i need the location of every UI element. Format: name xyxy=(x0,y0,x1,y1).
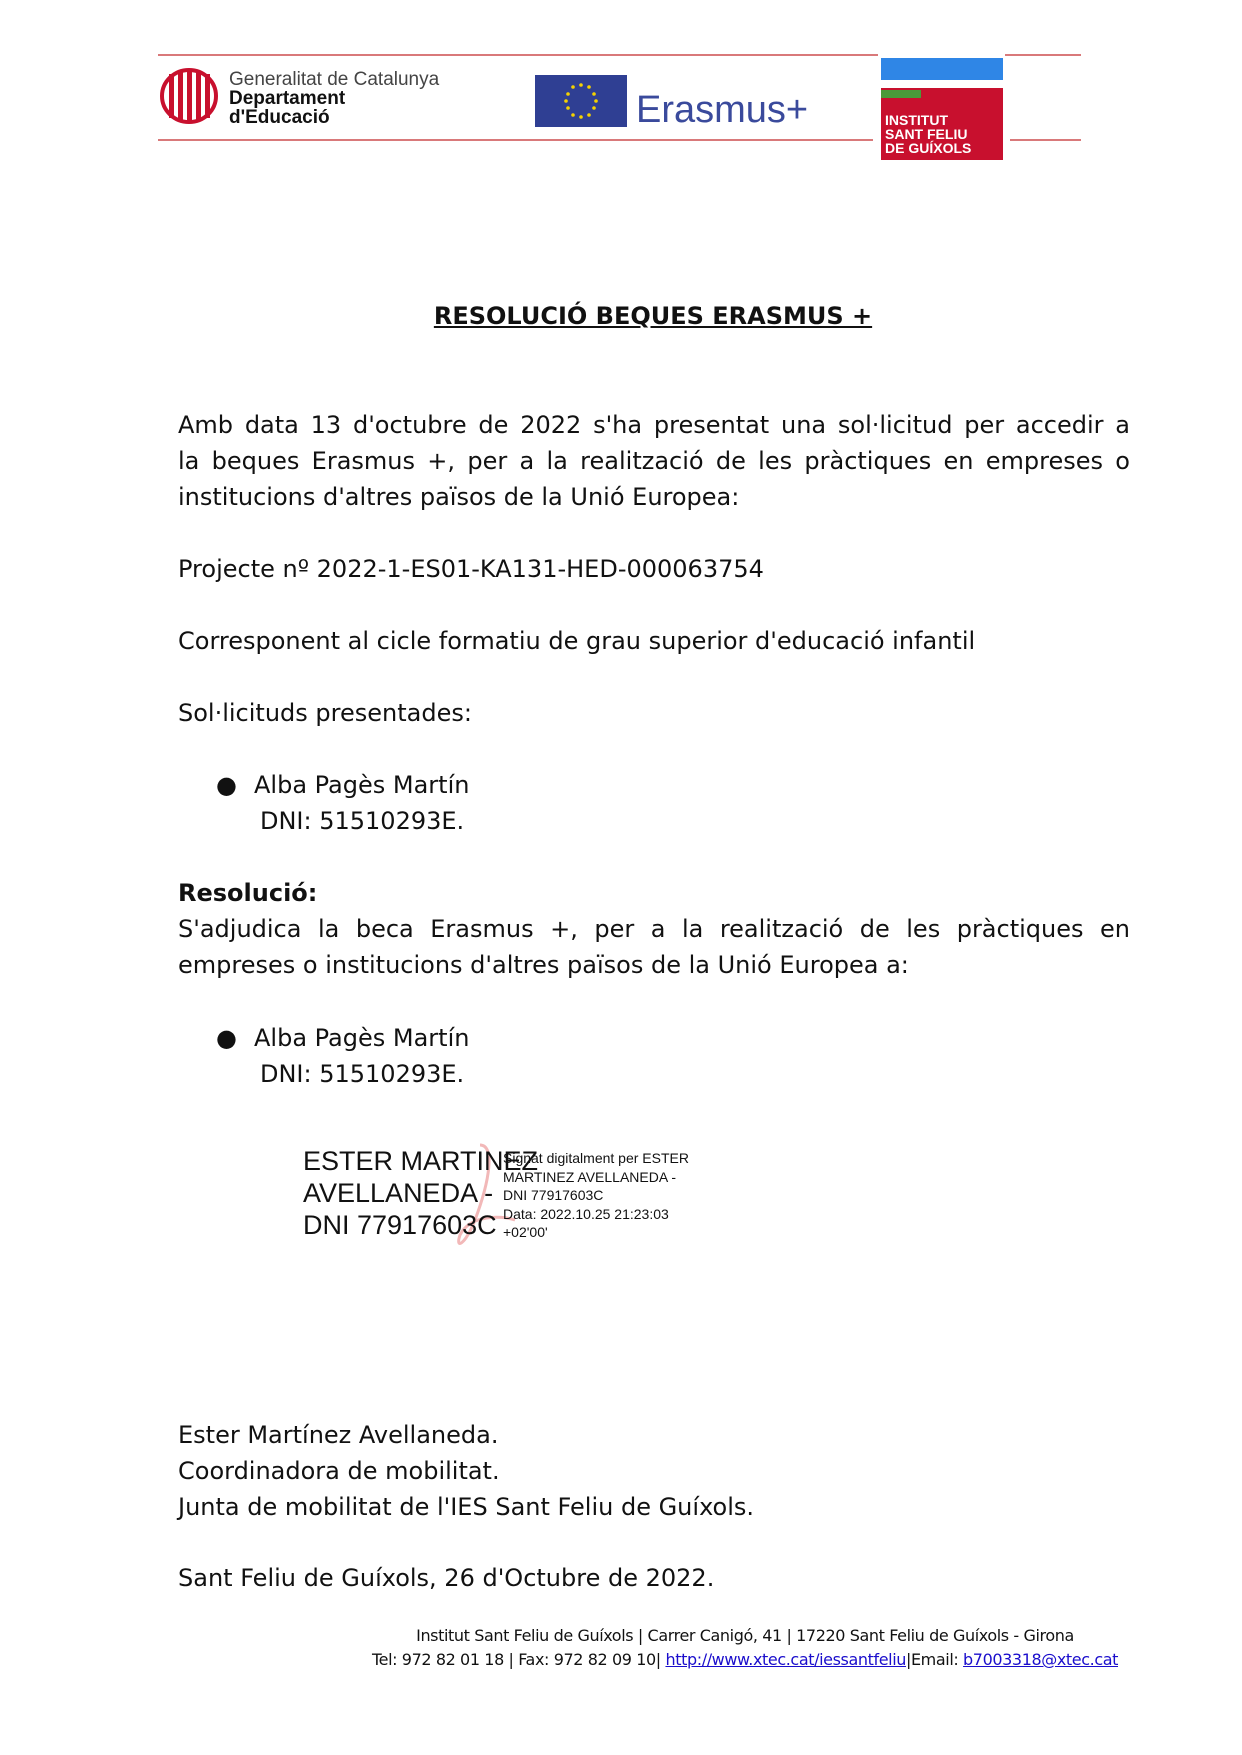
place-date: Sant Feliu de Guíxols, 26 d'Octubre de 2022. xyxy=(178,1564,715,1592)
resolution-heading: Resolució: xyxy=(178,879,318,907)
institut-logo-text xyxy=(885,113,971,155)
institut-line-3: DE GUÍXOLS xyxy=(885,140,972,156)
bullet: ● xyxy=(216,771,237,799)
cycle-text: Corresponent al cicle formatiu de grau superior d'educació infantil xyxy=(178,627,976,655)
generalitat-name: Generalitat de Catalunya xyxy=(229,69,440,90)
page-title: RESOLUCIÓ BEQUES ERASMUS + xyxy=(433,302,873,330)
header-rule-bottom xyxy=(158,139,873,141)
generalitat-logo-icon xyxy=(160,68,218,124)
institut-logo-hill xyxy=(881,90,921,98)
footer-website-link[interactable]: http://www.xtec.cat/iessantfeliu xyxy=(665,1650,906,1669)
signer-name: Ester Martínez Avellaneda. xyxy=(178,1421,499,1449)
intro-paragraph xyxy=(178,407,1130,515)
bullet: ● xyxy=(216,1024,237,1052)
footer-email-link[interactable]: b7003318@xtec.cat xyxy=(963,1650,1119,1669)
department-name: Departament xyxy=(229,88,346,109)
signer-block xyxy=(178,1417,1130,1525)
erasmus-logo-text: Erasmus+ xyxy=(636,89,809,131)
signature-name-line-3: DNI 77917603C xyxy=(303,1210,497,1240)
intro-line-1: Amb data 13 d'octubre de 2022 s'ha presentat una sol·licitud per accedir a xyxy=(178,411,1130,439)
signature-detail: Signat digitalment per ESTER xyxy=(503,1150,689,1166)
signature-details xyxy=(503,1149,689,1242)
intro-line-2: la beques Erasmus +, per a la realització de les pràctiques en empreses o xyxy=(178,447,1130,475)
signature-name-line-1: ESTER MARTINEZ xyxy=(303,1146,539,1176)
footer-email-label: |Email: xyxy=(905,1650,959,1669)
signature-date: Data: 2022.10.25 21:23:03 xyxy=(503,1205,669,1222)
signature-name-line-2: AVELLANEDA - xyxy=(303,1178,494,1208)
resolution-line-2: empreses o institucions d'altres països de la Unió Europea a: xyxy=(178,951,909,979)
department-name-2: d'Educació xyxy=(229,107,330,128)
footer xyxy=(0,1624,1242,1672)
footer-phones: Tel: 972 82 01 18 | Fax: 972 82 09 10| xyxy=(371,1650,661,1669)
header-rule-top-right xyxy=(1005,54,1081,56)
applicant-list-item xyxy=(216,767,1168,839)
signer-role: Coordinadora de mobilitat. xyxy=(178,1457,500,1485)
institut-logo xyxy=(881,58,1003,160)
applicant-name: Alba Pagès Martín xyxy=(254,771,470,799)
resolution-section xyxy=(178,875,1130,983)
intro-line-3: institucions d'altres països de la Unió Europea: xyxy=(178,483,740,511)
header-rule-bottom-right xyxy=(1010,139,1081,141)
resolution-line-1: S'adjudica la beca Erasmus +, per a la realització de les pràctiques en xyxy=(178,915,1130,943)
signature-detail: DNI 77917603C xyxy=(503,1187,604,1203)
institut-line-2: SANT FELIU xyxy=(885,126,968,142)
project-number: Projecte nº 2022-1-ES01-KA131-HED-000063754 xyxy=(178,555,764,583)
generalitat-text xyxy=(229,70,439,127)
awardee-list-item xyxy=(216,1020,1168,1092)
applicant-dni: DNI: 51510293E. xyxy=(260,807,465,835)
header-rule-top xyxy=(158,54,878,56)
institut-logo-sky xyxy=(881,58,1003,80)
signature-timezone: +02'00' xyxy=(503,1224,548,1240)
footer-address: Institut Sant Feliu de Guíxols | Carrer Canigó, 41 | 17220 Sant Feliu de Guíxols - Girona xyxy=(416,1626,1074,1645)
signer-organization: Junta de mobilitat de l'IES Sant Feliu de Guíxols. xyxy=(178,1493,755,1521)
awardee-dni: DNI: 51510293E. xyxy=(260,1060,465,1088)
eu-flag-icon xyxy=(535,75,627,127)
applications-label: Sol·licituds presentades: xyxy=(178,699,472,727)
signature-detail: MARTINEZ AVELLANEDA - xyxy=(503,1168,676,1185)
awardee-name: Alba Pagès Martín xyxy=(254,1024,470,1052)
institut-line-1: INSTITUT xyxy=(885,112,948,128)
